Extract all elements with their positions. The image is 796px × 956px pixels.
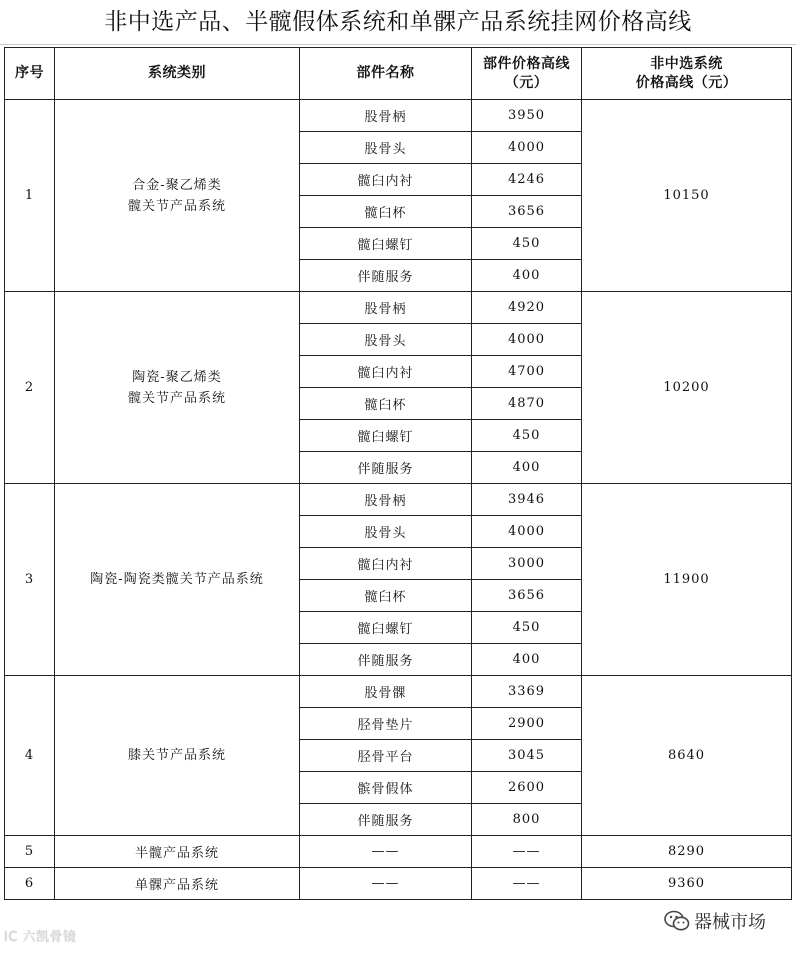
part-name: 股骨柄 — [300, 100, 472, 132]
part-price: 3656 — [472, 580, 582, 612]
header-system-price — [582, 48, 792, 100]
header-row — [5, 48, 792, 100]
part-name: 髋臼杯 — [300, 196, 472, 228]
title-divider — [0, 44, 796, 45]
part-price: 2900 — [472, 708, 582, 740]
part-price: 400 — [472, 260, 582, 292]
row-index: 6 — [5, 868, 55, 900]
part-name: 股骨柄 — [300, 292, 472, 324]
part-price: 2600 — [472, 772, 582, 804]
row-index: 2 — [5, 292, 55, 484]
part-price: 3950 — [472, 100, 582, 132]
part-name: 股骨头 — [300, 516, 472, 548]
system-category-line1: 陶瓷-聚乙烯类 — [132, 369, 222, 385]
table-row — [5, 292, 792, 324]
system-price: 11900 — [582, 484, 792, 676]
part-price: 4870 — [472, 388, 582, 420]
part-price: —— — [472, 836, 582, 868]
part-price: 450 — [472, 420, 582, 452]
system-price: 9360 — [582, 868, 792, 900]
system-price: 10200 — [582, 292, 792, 484]
system-category: 单髁产品系统 — [55, 868, 300, 900]
part-name: 髌骨假体 — [300, 772, 472, 804]
watermark-right — [664, 907, 766, 935]
system-category-line1: 合金-聚乙烯类 — [132, 177, 222, 193]
header-system-price-line1: 非中选系统 — [650, 55, 723, 72]
header-part: 部件名称 — [300, 48, 472, 100]
table-row — [5, 868, 792, 900]
system-category-line1: 膝关节产品系统 — [127, 748, 226, 763]
table-row — [5, 676, 792, 708]
part-price: 4700 — [472, 356, 582, 388]
part-name: 股骨髁 — [300, 676, 472, 708]
system-category — [55, 100, 300, 292]
part-name: 伴随服务 — [300, 644, 472, 676]
part-name: 伴随服务 — [300, 804, 472, 836]
table-row — [5, 836, 792, 868]
part-name: 髋臼杯 — [300, 580, 472, 612]
part-price: 450 — [472, 228, 582, 260]
part-name: 胫骨垫片 — [300, 708, 472, 740]
table-row — [5, 484, 792, 516]
system-price: 8290 — [582, 836, 792, 868]
part-price: 450 — [472, 612, 582, 644]
row-index: 5 — [5, 836, 55, 868]
part-price: 4246 — [472, 164, 582, 196]
part-name: 股骨头 — [300, 324, 472, 356]
system-category: 半髋产品系统 — [55, 836, 300, 868]
system-category — [55, 292, 300, 484]
table-body — [5, 100, 792, 900]
header-part-price-line1: 部件价格高线 — [483, 55, 570, 72]
part-price: 3946 — [472, 484, 582, 516]
page-title: 非中选产品、半髋假体系统和单髁产品系统挂网价格高线 — [104, 9, 692, 35]
part-name: 髋臼螺钉 — [300, 228, 472, 260]
row-index: 4 — [5, 676, 55, 836]
part-price: 3000 — [472, 548, 582, 580]
wechat-icon — [664, 910, 690, 932]
system-price: 10150 — [582, 100, 792, 292]
header-category: 系统类别 — [55, 48, 300, 100]
part-name: 髋臼内衬 — [300, 164, 472, 196]
header-part-price-line2: （元） — [504, 74, 549, 91]
part-name: 髋臼杯 — [300, 388, 472, 420]
part-name: 股骨柄 — [300, 484, 472, 516]
system-category — [55, 484, 300, 676]
row-index: 1 — [5, 100, 55, 292]
part-name: 伴随服务 — [300, 260, 472, 292]
watermark-right-text: 器械市场 — [694, 912, 766, 933]
table-row — [5, 100, 792, 132]
system-category — [55, 676, 300, 836]
system-category-line2: 髋关节产品系统 — [127, 390, 226, 406]
part-price: —— — [472, 868, 582, 900]
part-price: 400 — [472, 644, 582, 676]
header-part-price — [472, 48, 582, 100]
part-name: 胫骨平台 — [300, 740, 472, 772]
part-price: 800 — [472, 804, 582, 836]
part-price: 4000 — [472, 324, 582, 356]
part-price: 400 — [472, 452, 582, 484]
part-price: 3656 — [472, 196, 582, 228]
part-name: 髋臼内衬 — [300, 548, 472, 580]
part-price: 4920 — [472, 292, 582, 324]
part-price: 3045 — [472, 740, 582, 772]
part-name: 髋臼螺钉 — [300, 420, 472, 452]
part-price: 4000 — [472, 516, 582, 548]
header-system-price-line2: 价格高线（元） — [635, 74, 738, 91]
part-name: 股骨头 — [300, 132, 472, 164]
part-name: 髋臼内衬 — [300, 356, 472, 388]
part-price: 4000 — [472, 132, 582, 164]
watermark-left: IC 六凯骨镜 — [4, 930, 77, 945]
system-category-line2: 髋关节产品系统 — [127, 198, 226, 214]
system-category-line1: 陶瓷-陶瓷类髋关节产品系统 — [90, 572, 264, 587]
part-name: 伴随服务 — [300, 452, 472, 484]
row-index: 3 — [5, 484, 55, 676]
system-price: 8640 — [582, 676, 792, 836]
part-name: 髋臼螺钉 — [300, 612, 472, 644]
header-index: 序号 — [5, 48, 55, 100]
price-table — [4, 47, 792, 900]
part-price: 3369 — [472, 676, 582, 708]
part-name: —— — [300, 868, 472, 900]
part-name: —— — [300, 836, 472, 868]
